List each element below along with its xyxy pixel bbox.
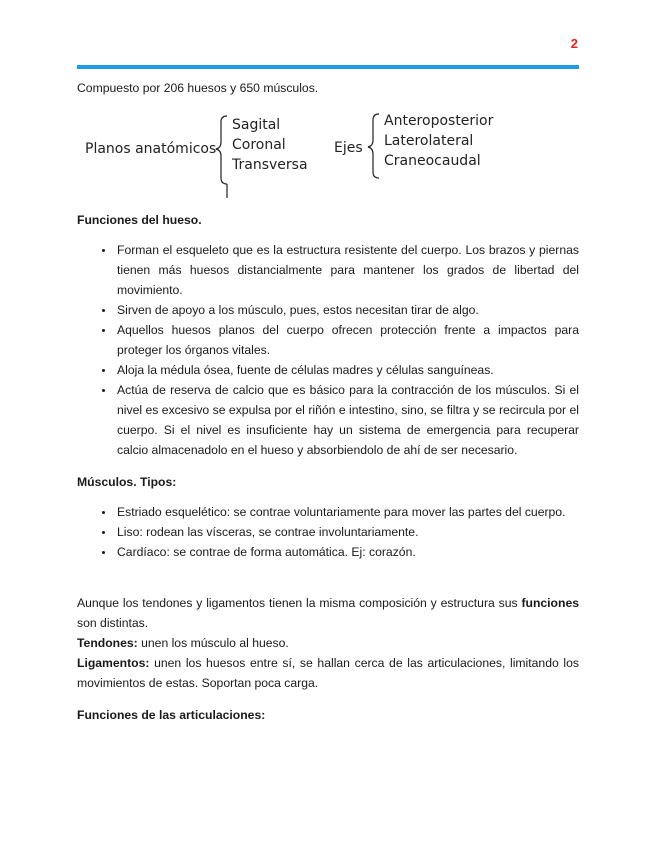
- ligaments-definition: [77, 653, 579, 693]
- planos-label: Planos anatómicos: [85, 141, 217, 157]
- anatomy-brace-diagram: [77, 108, 579, 202]
- list-item: • Sirven de apoyo a los músculo, pues, estos necesitan tirar de algo.: [115, 300, 579, 320]
- list-item: • Liso: rodean las vísceras, se contrae involuntariamente.: [115, 522, 579, 542]
- list-item: • Aquellos huesos planos del cuerpo ofrecen protección frente a impactos para proteger los órganos vitales.: [115, 320, 579, 360]
- tendons-text: unen los músculo al hueso.: [137, 636, 289, 650]
- tendons-label: Tendones:: [77, 636, 138, 650]
- list-item: • Cardíaco: se contrae de forma automática. Ej: corazón.: [115, 542, 579, 562]
- emphasis-text: funciones: [521, 596, 579, 610]
- paragraph-text: Aunque los tendones y ligamentos tienen la misma composición y estructura sus: [77, 596, 522, 610]
- list-item: • Aloja la médula ósea, fuente de células madres y células sanguíneas.: [115, 360, 579, 380]
- list-item: • Actúa de reserva de calcio que es básico para la contracción de los músculos. Si el nivel es excesivo se expulsa por el riñón e intestino, sino, se filtra y se recircula por el cuerpo. Si el nivel es insuficiente hay un sistema de emergencia para recuperar calcio almacenadolo en el hueso y absorbiendolo de ahí de ser necesario.: [115, 380, 579, 460]
- bone-functions-heading: Funciones del hueso.: [77, 213, 202, 227]
- bone-functions-list: [77, 240, 579, 460]
- page-number: 2: [570, 36, 578, 51]
- intro-paragraph: Compuesto por 206 huesos y 650 músculos.: [77, 81, 319, 95]
- eje-item: Anteroposterior: [384, 113, 494, 129]
- list-item: • Forman el esqueleto que es la estructura resistente del cuerpo. Los brazos y piernas tienen más huesos distancialmente para mantener los grados de libertad del movimiento.: [115, 240, 579, 300]
- list-item: • Estriado esquelético: se contrae voluntariamente para mover las partes del cuerpo.: [115, 502, 579, 522]
- tendons-ligaments-paragraph: [77, 593, 579, 633]
- ligaments-text: unen los huesos entre sí, se hallan cerca de las articulaciones, limitando los movimientos de estas. Soportan poca carga.: [77, 656, 579, 690]
- plano-item: Coronal: [232, 137, 286, 153]
- page-content: [77, 78, 579, 735]
- tendons-definition: [77, 633, 579, 653]
- header-rule: [77, 65, 579, 69]
- ligaments-label: Ligamentos:: [77, 656, 150, 670]
- muscle-types-heading: Músculos. Tipos:: [77, 475, 177, 489]
- plano-item: Sagital: [232, 117, 281, 133]
- muscle-types-list: [77, 502, 579, 562]
- joints-heading: Funciones de las articulaciones:: [77, 708, 266, 722]
- plano-item: Transversa: [232, 157, 308, 173]
- ejes-label: Ejes: [334, 140, 363, 156]
- eje-item: Craneocaudal: [384, 153, 481, 169]
- eje-item: Laterolateral: [384, 133, 474, 149]
- paragraph-text: son distintas.: [77, 616, 149, 630]
